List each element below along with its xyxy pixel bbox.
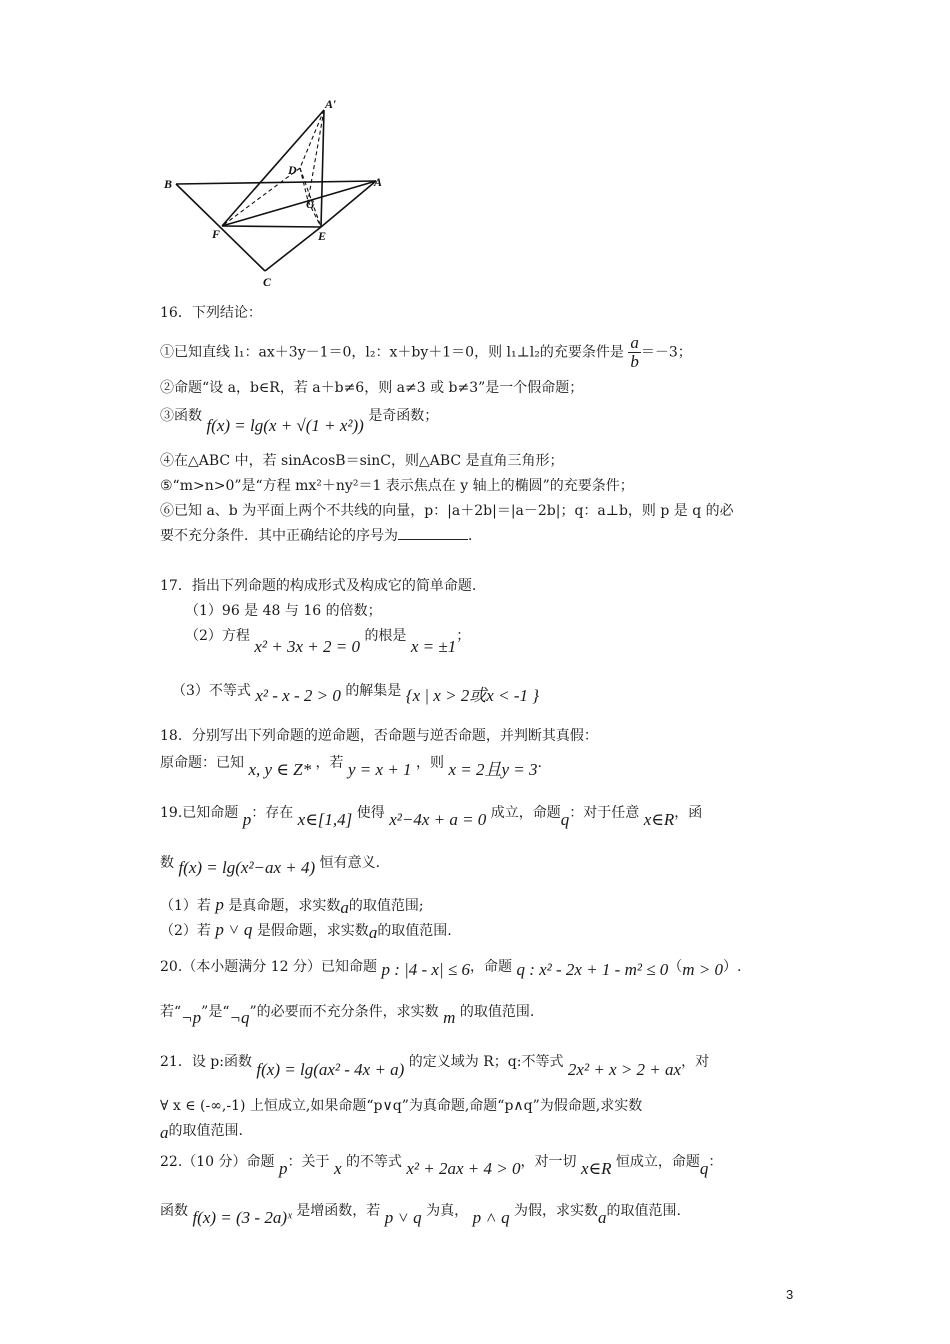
- q20-line-1: [160, 956, 742, 977]
- q22-line-1: [160, 1151, 723, 1178]
- q16-s1-tail: ＝－3；: [640, 344, 692, 361]
- fraction-a-over-b: [628, 334, 641, 371]
- q19-p2-expr: p ˅ q: [215, 920, 253, 939]
- q17-part-3: [172, 680, 540, 705]
- q21-var: a: [160, 1123, 169, 1142]
- q21-l3-b: 的取值范围.: [168, 1123, 243, 1139]
- label-d: D: [288, 163, 297, 177]
- q17-p3-solution-set: {x | x > 2或x < -1 }: [405, 686, 540, 705]
- q20-l2-b: ”是“: [201, 1004, 230, 1020]
- q19-line-2: [160, 852, 381, 877]
- q22-or: p ˅ q: [384, 1208, 422, 1227]
- q19-l1-d: 成立，命题: [490, 805, 561, 821]
- q18-end: .: [537, 755, 542, 771]
- q21-function: f(x) = lg(ax² - 4x + a): [256, 1060, 405, 1079]
- q22-line-2: [160, 1200, 681, 1227]
- q22-real: x∈R: [580, 1159, 612, 1178]
- q19-p1-p: p: [215, 895, 224, 914]
- q16-s3-text: ③函数: [160, 408, 202, 424]
- q21-line-1: [160, 1051, 710, 1079]
- q16-heading: 16．下列结论：: [160, 305, 262, 321]
- q16-statement-6a: ⑥已知 a、b 为平面上两个不共线的向量，p：|a＋2b|＝|a－2b|；q：a⊥b，则 p 是 q 的必: [160, 503, 734, 519]
- q17-p3-inequality: x² - x - 2 > 0: [255, 686, 341, 705]
- fraction-denominator: b: [630, 352, 639, 371]
- q18-l2-text: 原命题：已知: [160, 755, 244, 771]
- label-a-prime: A′: [325, 97, 337, 111]
- q20-l2-c: ”的必要而不充分条件，求实数: [249, 1004, 439, 1020]
- q16-statement-6b: [160, 526, 482, 546]
- q20-q-def: q : x² - 2x + 1 - m² ≤ 0: [516, 960, 669, 979]
- q22-var: a: [598, 1208, 607, 1227]
- q19-p2-var: a: [368, 923, 378, 942]
- answer-blank: [398, 527, 468, 540]
- q20-l1-c: （: [668, 959, 683, 975]
- fraction-numerator: a: [630, 333, 639, 352]
- q22-l1-f: ：: [708, 1154, 723, 1170]
- q21-l1-b: 的定义域为 R；q:不等式: [408, 1054, 564, 1070]
- q21-l1-a: 21．设 p:函数: [160, 1054, 252, 1070]
- q19-line-1: [160, 802, 703, 829]
- q22-l2-d: 为假，求实数: [514, 1203, 599, 1219]
- q17-p2-end: ；: [456, 628, 471, 644]
- q19-l1-f: ，函: [674, 805, 703, 821]
- q19-p1-c: 的取值范围;: [348, 898, 424, 914]
- q21-line-2: ∀ x ∈ (-∞,-1) 上恒成立,如果命题“p∨q”为真命题,命题“p∧q”为假命题,求实数: [160, 1098, 643, 1114]
- q19-p1-var: a: [340, 898, 349, 917]
- q20-p-def: p : |4 - x| ≤ 6: [381, 960, 470, 979]
- q22-l1-c: 的不等式: [345, 1154, 402, 1170]
- q16-s1-text: ①已知直线 l₁：ax＋3y－1＝0，l₂：x＋by＋1＝0，则 l₁⊥l₂的充要条件是: [160, 344, 624, 361]
- q18-if: ，若: [315, 755, 344, 771]
- q18-original: [160, 752, 542, 779]
- q16-s6-end: ．: [468, 528, 482, 544]
- q18-heading: 18．分别写出下列命题的逆命题，否命题与逆否命题，并判断其真假：: [160, 728, 598, 744]
- q20-l1-a: 20.（本小题满分 12 分）已知命题: [160, 959, 377, 975]
- q17-heading: 17．指出下列命题的构成形式及构成它的简单命题.: [160, 578, 477, 594]
- q19-p1-b: 是真命题，求实数: [228, 898, 341, 914]
- q16-s3-formula: f(x) = lg(x + √(1 + x²)): [206, 416, 364, 435]
- q16-statement-2: ②命题“设 a，b∈R，若 a＋b≠6，则 a≠3 或 b≠3”是一个假命题；: [160, 380, 584, 396]
- q19-l1-c: 使得: [356, 805, 385, 821]
- q19-l1-e: ：对于任意: [569, 805, 640, 821]
- q17-p2-mid: 的根是: [364, 628, 407, 644]
- q16-statement-3: [160, 405, 439, 435]
- label-e: E: [318, 229, 327, 243]
- q19-p2-a: （2）若: [160, 923, 211, 939]
- q18-conclusion: x = 2且y = 3: [448, 760, 538, 779]
- q19-q: q: [560, 810, 570, 829]
- q17-p3-mid: 的解集是: [345, 683, 402, 699]
- page-number: 3: [786, 1287, 794, 1302]
- q16-statement-4: ④在△ABC 中，若 sinAcosB＝sinC，则△ABC 是直角三角形；: [160, 453, 564, 469]
- q17-p2-roots: x = ±1: [410, 637, 457, 656]
- q20-l1-b: ，命题: [469, 959, 512, 975]
- q17-part-1: （1）96 是 48 与 16 的倍数；: [185, 603, 382, 619]
- q22-and: p ˄ q: [472, 1208, 510, 1227]
- q19-l1-b: ：存在: [251, 805, 294, 821]
- label-b: B: [164, 177, 173, 191]
- q20-not-q: ¬q: [229, 1008, 250, 1027]
- q22-inequality: x² + 2ax + 4 > 0: [406, 1159, 521, 1178]
- q20-not-p: ¬p: [181, 1008, 202, 1027]
- q17-p2-text: （2）方程: [185, 628, 250, 644]
- q18-condition: y = x + 1: [348, 760, 412, 779]
- q19-real: x∈R: [643, 810, 675, 829]
- q22-x: x: [333, 1159, 342, 1178]
- q16-statement-1: [160, 334, 692, 371]
- q22-l1-e: 恒成立，命题: [615, 1154, 700, 1170]
- q19-l2-b: 恒有意义.: [319, 855, 381, 871]
- q20-l2-a: 若“: [160, 1004, 182, 1020]
- q22-l2-a: 函数: [160, 1203, 188, 1219]
- q16-statement-5: ⑤“m>n>0”是“方程 mx²＋ny²＝1 表示焦点在 y 轴上的椭圆”的充要条件；: [160, 478, 634, 494]
- q20-m-cond: m > 0: [682, 960, 724, 979]
- q19-function: f(x) = lg(x²−ax + 4): [178, 858, 316, 877]
- q19-p1-a: （1）若: [160, 898, 211, 914]
- q21-line-3: [160, 1120, 243, 1141]
- q22-l1-a: 22.（10 分）命题: [160, 1154, 275, 1170]
- q19-part-2: [160, 920, 452, 941]
- q22-q: q: [699, 1159, 709, 1178]
- q19-p2-b: 是假命题，求实数: [256, 923, 369, 939]
- q20-m: m: [443, 1008, 456, 1027]
- q20-l2-d: 的取值范围.: [459, 1004, 535, 1020]
- q18-then: ，则: [416, 755, 444, 771]
- q18-domain: x, y ∈ Z*: [248, 760, 312, 779]
- q22-l2-e: 的取值范围.: [606, 1203, 681, 1219]
- q22-p: p: [278, 1159, 288, 1178]
- q19-l1-a: 19.已知命题: [160, 805, 239, 821]
- label-f: F: [212, 227, 221, 241]
- q22-l1-b: ：关于: [287, 1154, 330, 1170]
- label-a: A: [374, 175, 383, 189]
- q19-p: p: [242, 810, 252, 829]
- label-g: G: [306, 197, 315, 211]
- q21-inequality: 2x² + x > 2 + ax: [567, 1060, 682, 1079]
- q17-part-2: [185, 625, 471, 656]
- geometry-figure: [160, 96, 400, 286]
- q19-part-1: [160, 895, 424, 916]
- q19-interval: x∈[1,4]: [297, 810, 353, 829]
- q19-equation: x²−4x + a = 0: [389, 810, 487, 829]
- q21-l1-c: ，对: [681, 1054, 710, 1070]
- label-c: C: [263, 275, 272, 286]
- q17-p3-text: （3）不等式: [172, 683, 251, 699]
- q22-function: f(x) = (3 - 2a)ˣ: [192, 1208, 292, 1227]
- q22-l1-d: ，对一切: [520, 1154, 577, 1170]
- q20-line-2: [160, 1001, 535, 1027]
- q17-p2-equation: x² + 3x + 2 = 0: [254, 637, 360, 656]
- q19-l2-a: 数: [160, 855, 174, 871]
- q16-s6b-text: 要不充分条件．其中正确结论的序号为: [160, 528, 398, 544]
- q22-l2-b: 是增函数，若: [296, 1203, 381, 1219]
- q20-l1-d: ）.: [723, 959, 742, 975]
- q22-l2-c: 为真，: [426, 1203, 469, 1219]
- q19-p2-c: 的取值范围.: [377, 923, 452, 939]
- q16-s3-tail: 是奇函数；: [368, 408, 439, 424]
